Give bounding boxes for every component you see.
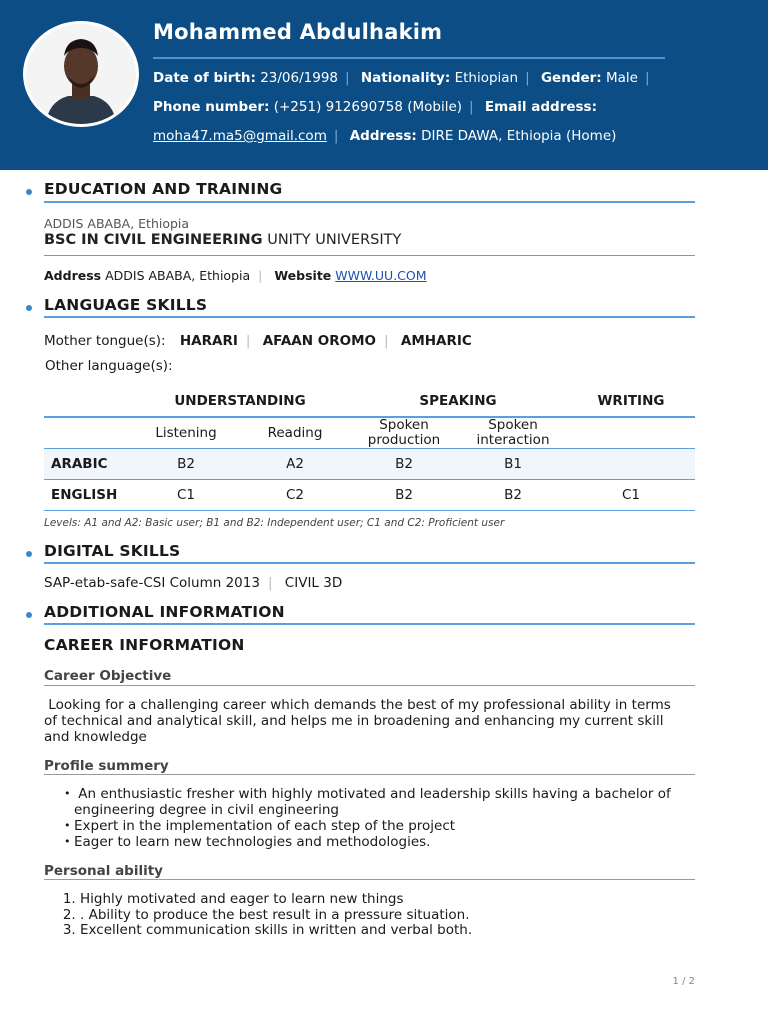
personal-ability-list <box>64 892 700 939</box>
language-name: ARABIC <box>44 449 131 480</box>
edu-address-label: Address <box>44 268 102 283</box>
level-cell: B2 <box>349 480 459 511</box>
section-bullet <box>26 551 32 557</box>
profile-summary-label: Profile summery <box>44 758 169 774</box>
language-rule <box>44 316 695 318</box>
language-table <box>44 386 695 511</box>
personal-ability-label: Personal ability <box>44 863 163 879</box>
language-name: ENGLISH <box>44 480 131 511</box>
sub-spoken-interaction: Spoken interaction <box>459 417 567 449</box>
career-objective-text: Looking for a challenging career which demands the best of my professional ability in terms of technical and analytical skill, and helps me in broadening and enhancing my current skill and knowledge <box>44 697 676 745</box>
level-cell: B2 <box>349 449 459 480</box>
mother-tongue-3: AMHARIC <box>400 333 472 349</box>
list-item: 3. Excellent communication skills in written and verbal both. <box>80 923 700 939</box>
dob-label: Date of birth: <box>153 70 256 86</box>
list-item: 2. . Ability to produce the best result in a pressure situation. <box>80 908 700 924</box>
nationality-label: Nationality: <box>360 70 451 86</box>
email-link[interactable]: moha47.ma5@gmail.com <box>153 128 327 144</box>
page-number: 1 / 2 <box>672 976 695 987</box>
mother-tongue-label: Mother tongue(s): <box>44 333 166 349</box>
subsection-rule <box>44 879 695 880</box>
section-bullet <box>26 612 32 618</box>
institution-name: UNITY UNIVERSITY <box>267 232 402 248</box>
career-info-title: CAREER INFORMATION <box>44 636 245 654</box>
personal-info-line-3: moha47.ma5@gmail.com | Address: DIRE DAWA, Ethiopia (Home) <box>153 128 617 144</box>
digital-skills-list: SAP-etab-safe-CSI Column 2013 | CIVIL 3D <box>44 575 343 591</box>
table-row <box>44 449 695 480</box>
profile-photo <box>23 21 139 127</box>
digital-rule <box>44 562 695 564</box>
section-bullet <box>26 189 32 195</box>
mother-tongue-line: Mother tongue(s): HARARI | AFAAN OROMO | AMHARIC <box>44 333 472 349</box>
website-label: Website <box>274 268 332 283</box>
address-value: DIRE DAWA, Ethiopia (Home) <box>421 128 617 144</box>
other-languages-label: Other language(s): <box>45 358 173 374</box>
list-item: • Expert in the implementation of each step of the project <box>64 818 684 834</box>
education-location: ADDIS ABABA, Ethiopia <box>44 216 190 231</box>
level-cell: B1 <box>459 449 567 480</box>
header-writing: WRITING <box>567 386 695 417</box>
level-cell: C1 <box>131 480 241 511</box>
education-details: Address ADDIS ABABA, Ethiopia | Website WWW.UU.COM <box>44 268 427 283</box>
level-cell: C1 <box>567 480 695 511</box>
level-cell: B2 <box>459 480 567 511</box>
personal-info-line-1: Date of birth: 23/06/1998 | Nationality: Ethiopian | Gender: Male | <box>153 70 650 86</box>
language-table-header <box>44 386 695 417</box>
website-link[interactable]: WWW.UU.COM <box>335 268 427 283</box>
education-rule <box>44 201 695 203</box>
sub-reading: Reading <box>241 417 349 449</box>
gender-label: Gender: <box>540 70 602 86</box>
additional-rule <box>44 623 695 625</box>
education-title: EDUCATION AND TRAINING <box>44 180 283 198</box>
list-item: 1. Highly motivated and eager to learn new things <box>80 892 700 908</box>
level-cell <box>567 449 695 480</box>
candidate-name: Mohammed Abdulhakim <box>153 20 443 44</box>
mother-tongue-2: AFAAN OROMO <box>262 333 377 349</box>
digital-skill: SAP-etab-safe-CSI Column 2013 <box>44 575 260 591</box>
level-cell: A2 <box>241 449 349 480</box>
digital-skill: CIVIL 3D <box>284 575 343 591</box>
edu-address-value: ADDIS ABABA, Ethiopia <box>105 268 251 283</box>
list-item: • An enthusiastic fresher with highly motivated and leadership skills having a bachelor of engineering degree in civil engineering <box>64 786 684 818</box>
header-speaking: SPEAKING <box>349 386 567 417</box>
career-objective-label: Career Objective <box>44 668 172 684</box>
education-divider <box>44 255 695 256</box>
level-cell: C2 <box>241 480 349 511</box>
section-bullet <box>26 305 32 311</box>
additional-title: ADDITIONAL INFORMATION <box>44 603 285 621</box>
levels-note: Levels: A1 and A2: Basic user; B1 and B2: Independent user; C1 and C2: Proficient user <box>44 517 505 529</box>
list-item: • Eager to learn new technologies and methodologies. <box>64 834 684 850</box>
level-cell: B2 <box>131 449 241 480</box>
mother-tongue-1: HARARI <box>179 333 238 349</box>
profile-summary-list <box>64 786 684 850</box>
phone-value: (+251) 912690758 (Mobile) <box>273 99 463 115</box>
cv-header <box>0 0 768 170</box>
subsection-rule <box>44 774 695 775</box>
header-understanding: UNDERSTANDING <box>131 386 349 417</box>
degree-name: BSC IN CIVIL ENGINEERING <box>44 232 263 248</box>
dob-value: 23/06/1998 <box>260 70 338 86</box>
sub-listening: Listening <box>131 417 241 449</box>
degree-line <box>44 232 401 248</box>
digital-title: DIGITAL SKILLS <box>44 542 181 560</box>
language-title: LANGUAGE SKILLS <box>44 296 208 314</box>
phone-label: Phone number: <box>153 99 270 115</box>
gender-value: Male <box>606 70 638 86</box>
subsection-rule <box>44 685 695 686</box>
nationality-value: Ethiopian <box>454 70 519 86</box>
table-row <box>44 480 695 511</box>
name-divider <box>153 57 665 59</box>
email-label: Email address: <box>484 99 597 115</box>
sub-spoken-production: Spoken production <box>349 417 459 449</box>
personal-info-line-2: Phone number: (+251) 912690758 (Mobile) | Email address: <box>153 99 597 115</box>
language-table-subheader <box>44 417 695 449</box>
address-label: Address: <box>349 128 417 144</box>
